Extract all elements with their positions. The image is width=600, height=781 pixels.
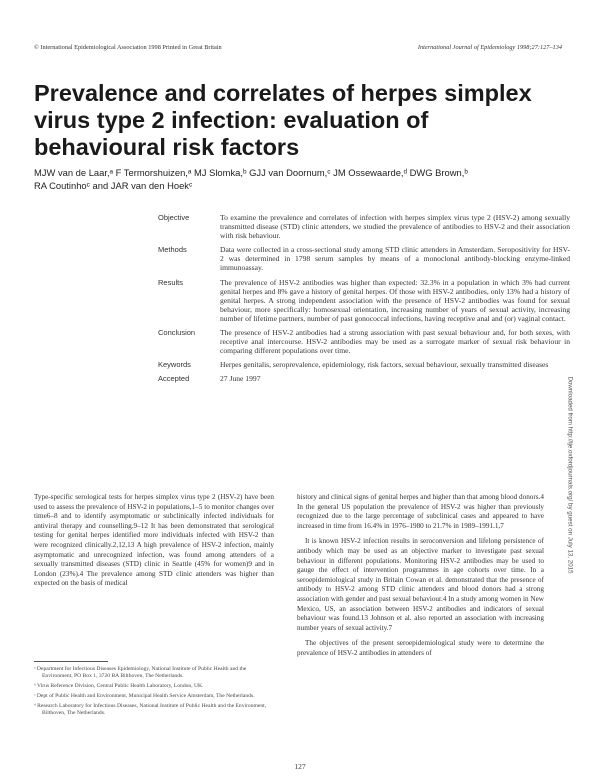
footnote: ᵇ Virus Reference Division, Central Public Health Laboratory, London, UK. — [34, 682, 204, 689]
abstract-results — [150, 278, 570, 323]
abstract-text: Herpes genitalis, seroprevalence, epidemiology, risk factors, sexual behaviour, sexually transmitted diseases — [220, 360, 549, 370]
body-paragraph: It is known HSV-2 infection results in seroconversion and lifelong persistence of antibody which may be used as an objective marker to investigate past sexual behaviour in different populations. Monitoring HSV-2 antibodies may be used to gauge the effect of intervention programmes in age cohorts over time. In a seroepidemiological study in Britain Cowan et al. demonstrated that the presence of antibody to HSV-2 among STD clinic attenders and blood donors had a strong association with gender and past sexual behaviour.4 In a study among women in New Mexico, US, an association between HSV-2 antibodies and indicators of sexual behaviour was found.13 Johnson et al. also reported an association with increasing number years of sexual activity.7 — [297, 537, 544, 632]
body-paragraph: The objectives of the present seroepidemiological study were to determine the prevalence of HSV-2 antibodies in attenders of — [297, 639, 544, 657]
abstract-text: 27 June 1997 — [220, 374, 261, 384]
abstract-label: Methods — [158, 245, 187, 255]
author-line-2: RA Coutinhoᶜ and JAR van den Hoekᶜ — [34, 180, 193, 191]
author-list — [34, 166, 554, 192]
page-number: 127 — [294, 762, 306, 771]
abstract-methods — [150, 245, 570, 272]
footnote: ᵈ Research Laboratory for Infectious Diseases, National Institute of Public Health and the Environment, Bilthoven, The Netherlands. — [34, 702, 267, 716]
article-title: Prevalence and correlates of herpes simplex virus type 2 infection: evaluation of behavioural risk factors — [34, 80, 532, 160]
abstract — [150, 213, 570, 389]
author-line-1: MJW van de Laar,ᵃ F Termorshuizen,ᵃ MJ Slomka,ᵇ GJJ van Doornum,ᶜ JM Ossewaarde,ᵈ DWG Brown,ᵇ — [34, 167, 468, 178]
running-header-right: International Journal of Epidemiology 1998;27:127–134 — [417, 44, 562, 51]
body-paragraph: Type-specific serological tests for herpes simplex virus type 2 (HSV-2) have been used to assess the prevalence of HSV-2 in populations,1–5 to monitor changes over time6–8 and to identify asymptomatic or subclinically infected individuals for antiviral therapy and counselling.9–12 It has been demonstrated that serological testing for genital herpes identified more individuals infected with HSV-2 than were recognized clinically.2,12,13 A high prevalence of HSV-2 infection, mainly asymptomatic and unrecognized infection, was found among attenders of a sexually transmitted diseases (STD) clinic in Seattle (45% for women)9 and in London (23%).4 The prevalence among STD clinic attenders was higher than expected on the basis of medical — [34, 493, 274, 588]
abstract-text: The prevalence of HSV-2 antibodies was higher than expected: 32.3% in a population in which 3% had current genital herpes and 8% gave a history of genital herpes. Of those with HSV-2 antibodies, only 13% had a history of genital herpes. A strong independent association with the presence of HSV-2 antibodies was found for sexual behaviour, more specifically: homosexual orientation, increasing number of years of sexual activity, increasing number of lifetime partners, number of past gonococcal infections, having receptive anal and (or) vaginal contact. — [220, 277, 570, 323]
body-column-left — [34, 493, 274, 595]
body-column-right — [297, 493, 544, 665]
affiliation-footnotes — [34, 666, 269, 719]
running-header-left: © International Epidemiological Association 1998 Printed in Great Britain — [34, 44, 222, 51]
abstract-label: Conclusion — [158, 328, 196, 338]
abstract-keywords — [150, 360, 570, 369]
abstract-label: Keywords — [158, 360, 191, 370]
footnote: ᵃ Department for Infectious Diseases Epidemiology, National Institute of Public Health and the Environment, PO Box 1, 3720 BA Bilthoven, The Netherlands. — [34, 666, 247, 679]
abstract-accepted — [150, 374, 570, 383]
footnote-divider — [34, 661, 108, 662]
abstract-text: To examine the prevalence and correlates of infection with herpes simplex virus type 2 (HSV-2) among sexually transmitted disease (STD) clinic attenders, we studied the prevalence of antibodies to HSV-2 and their association with risk behaviour. — [220, 213, 570, 241]
download-watermark — [565, 310, 575, 640]
abstract-text: The presence of HSV-2 antibodies had a strong association with past sexual behaviour and, for both sexes, with receptive anal intercourse. HSV-2 antibodies may be used as a surrogate marker of sexual risk behaviour in comparing different populations over time. — [220, 328, 570, 356]
abstract-label: Results — [158, 277, 184, 287]
abstract-label: Accepted — [158, 374, 190, 384]
body-paragraph: history and clinical signs of genital herpes and higher than that among blood donors.4 In the general US population the prevalence of HSV-2 was higher than previously recognized due to the large percentage of subclinical cases and appeared to have increased in time from 16.4% in 1976–1980 to 21.7% in 1989–1991.1,7 — [297, 493, 544, 530]
footnote: ᶜ Dept of Public Health and Environment, Municipal Health Service Amsterdam, The Netherlands. — [34, 692, 255, 699]
abstract-objective — [150, 213, 570, 240]
abstract-conclusion — [150, 328, 570, 355]
abstract-label: Objective — [158, 213, 190, 222]
abstract-text: Data were collected in a cross-sectional study among STD clinic attenders in Amsterdam. Seropositivity for HSV-2 was determined in 1798 serum samples by means of a monoclonal antibody-blocking enzyme-linked immunoassay. — [220, 245, 570, 273]
download-watermark-text: Downloaded from http://ije.oxfordjournals.org/ by guest on July 13, 2015 — [566, 376, 574, 574]
